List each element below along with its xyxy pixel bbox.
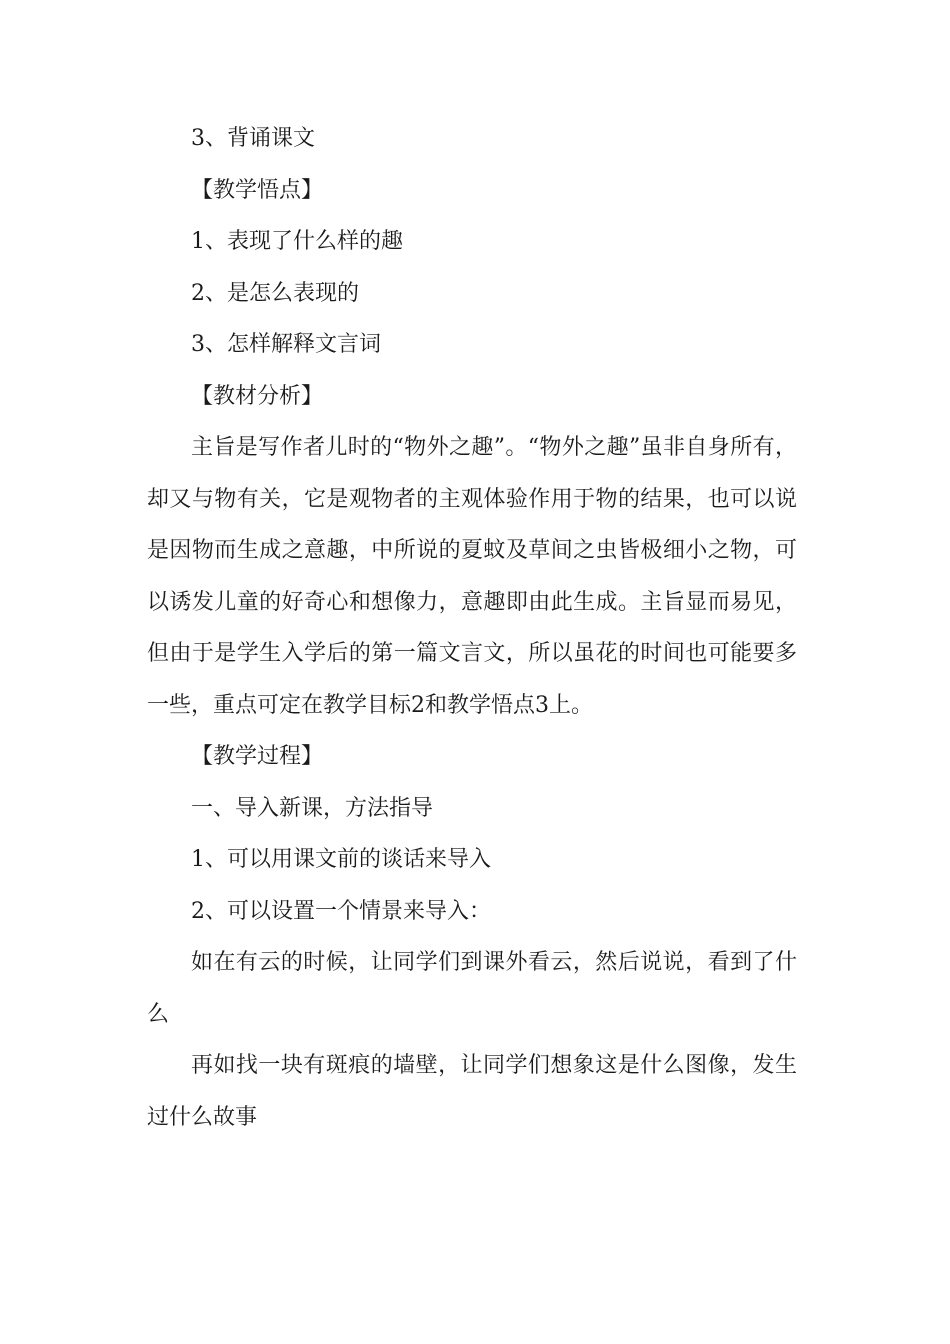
section-heading-teaching-points: 【教学悟点】 xyxy=(191,177,324,203)
process-step-1: 一、导入新课，方法指导 xyxy=(191,795,434,821)
list-item-point-2: 2、是怎么表现的 xyxy=(191,280,359,306)
list-item-point-1: 1、表现了什么样的趣 xyxy=(191,229,403,254)
document-body xyxy=(147,113,797,1143)
example-paragraph-clouds: 如在有云的时候，让同学们到课外看云，然后说说，看到了什么 xyxy=(147,950,797,1027)
section-heading-teaching-process: 【教学过程】 xyxy=(191,744,324,769)
example-paragraph-wall: 再如找一块有斑痕的墙壁，让同学们想象这是什么图像，发生过什么故事 xyxy=(147,1053,797,1130)
list-item-point-3: 3、怎样解释文言词 xyxy=(191,332,381,357)
section-heading-material-analysis: 【教材分析】 xyxy=(191,383,324,409)
list-item-recite: 3、背诵课文 xyxy=(191,126,315,151)
process-sub-item-2: 2、可以设置一个情景来导入： xyxy=(191,898,491,924)
process-sub-item-1: 1、可以用课文前的谈话来导入 xyxy=(191,847,491,872)
analysis-paragraph: 主旨是写作者儿时的“物外之趣”。“物外之趣”虽非自身所有，却又与物有关，它是观物者的主观体验作用于物的结果，也可以说是因物而生成之意趣，中所说的夏蚊及草间之虫皆极细小之物，可以诱发儿童的好奇心和想像力，意趣即由此生成。主旨显而易见，但由于是学生入学后的第一篇文言文，所以虽花的时间也可能要多一些，重点可定在教学目标2和教学悟点3上。 xyxy=(147,435,797,718)
